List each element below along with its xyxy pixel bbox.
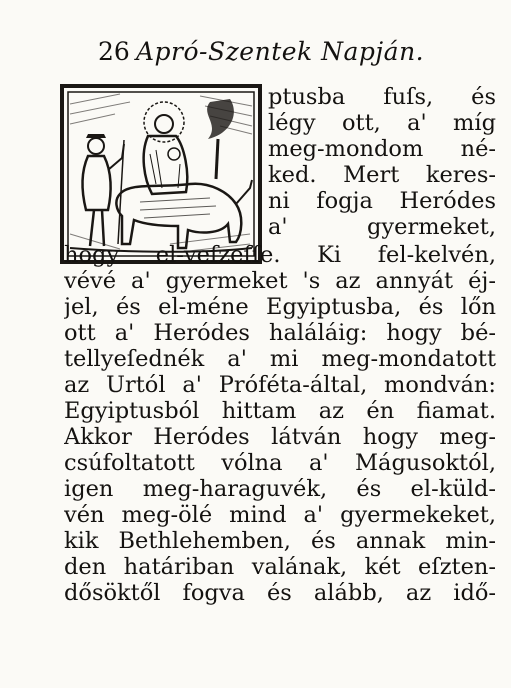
text-line: igen meg-haraguvék, és el-küld-	[64, 476, 496, 502]
running-header	[98, 34, 458, 70]
text-line: ked. Mert keres-	[268, 162, 496, 188]
text-line: ptusba fuſs, és	[268, 84, 496, 110]
text-line: Egyiptusból hittam az én fiamat.	[64, 398, 496, 424]
text-line: Akkor Heródes látván hogy meg-	[64, 424, 496, 450]
text-line: csúfoltatott vólna a' Mágusoktól,	[64, 450, 496, 476]
text-line: vén meg-ölé mind a' gyermekeket,	[64, 502, 496, 528]
text-line: ott a' Heródes haláláig: hogy bé-	[64, 320, 496, 346]
text-line: jel, és el-méne Egyiptusba, és lőn	[64, 294, 496, 320]
woodcut-illustration	[60, 84, 262, 264]
text-line: dősöktől fogva és alább, az idő-	[64, 580, 496, 606]
text-line: ni fogja Heródes	[268, 188, 496, 214]
text-line: meg-mondom né-	[268, 136, 496, 162]
text-line: tellyeſednék a' mi meg-mondatott	[64, 346, 496, 372]
text-line: az Urtól a' Próféta-által, mondván:	[64, 372, 496, 398]
text-line: den határiban valának, két eſzten-	[64, 554, 496, 580]
text-line: hogy el-veſzeſſe. Ki fel-kelvén,	[64, 242, 496, 268]
text-line: a' gyermeket,	[268, 214, 496, 240]
page-number: 26	[98, 37, 130, 66]
flight-into-egypt-woodcut-icon	[60, 84, 262, 264]
text-line: légy ott, a' míg	[268, 110, 496, 136]
text-line: kik Bethlehemben, és annak min-	[64, 528, 496, 554]
text-line: vévé a' gyermeket 's az annyát éj-	[64, 268, 496, 294]
running-title: Apró-Szentek Napján.	[136, 37, 425, 66]
